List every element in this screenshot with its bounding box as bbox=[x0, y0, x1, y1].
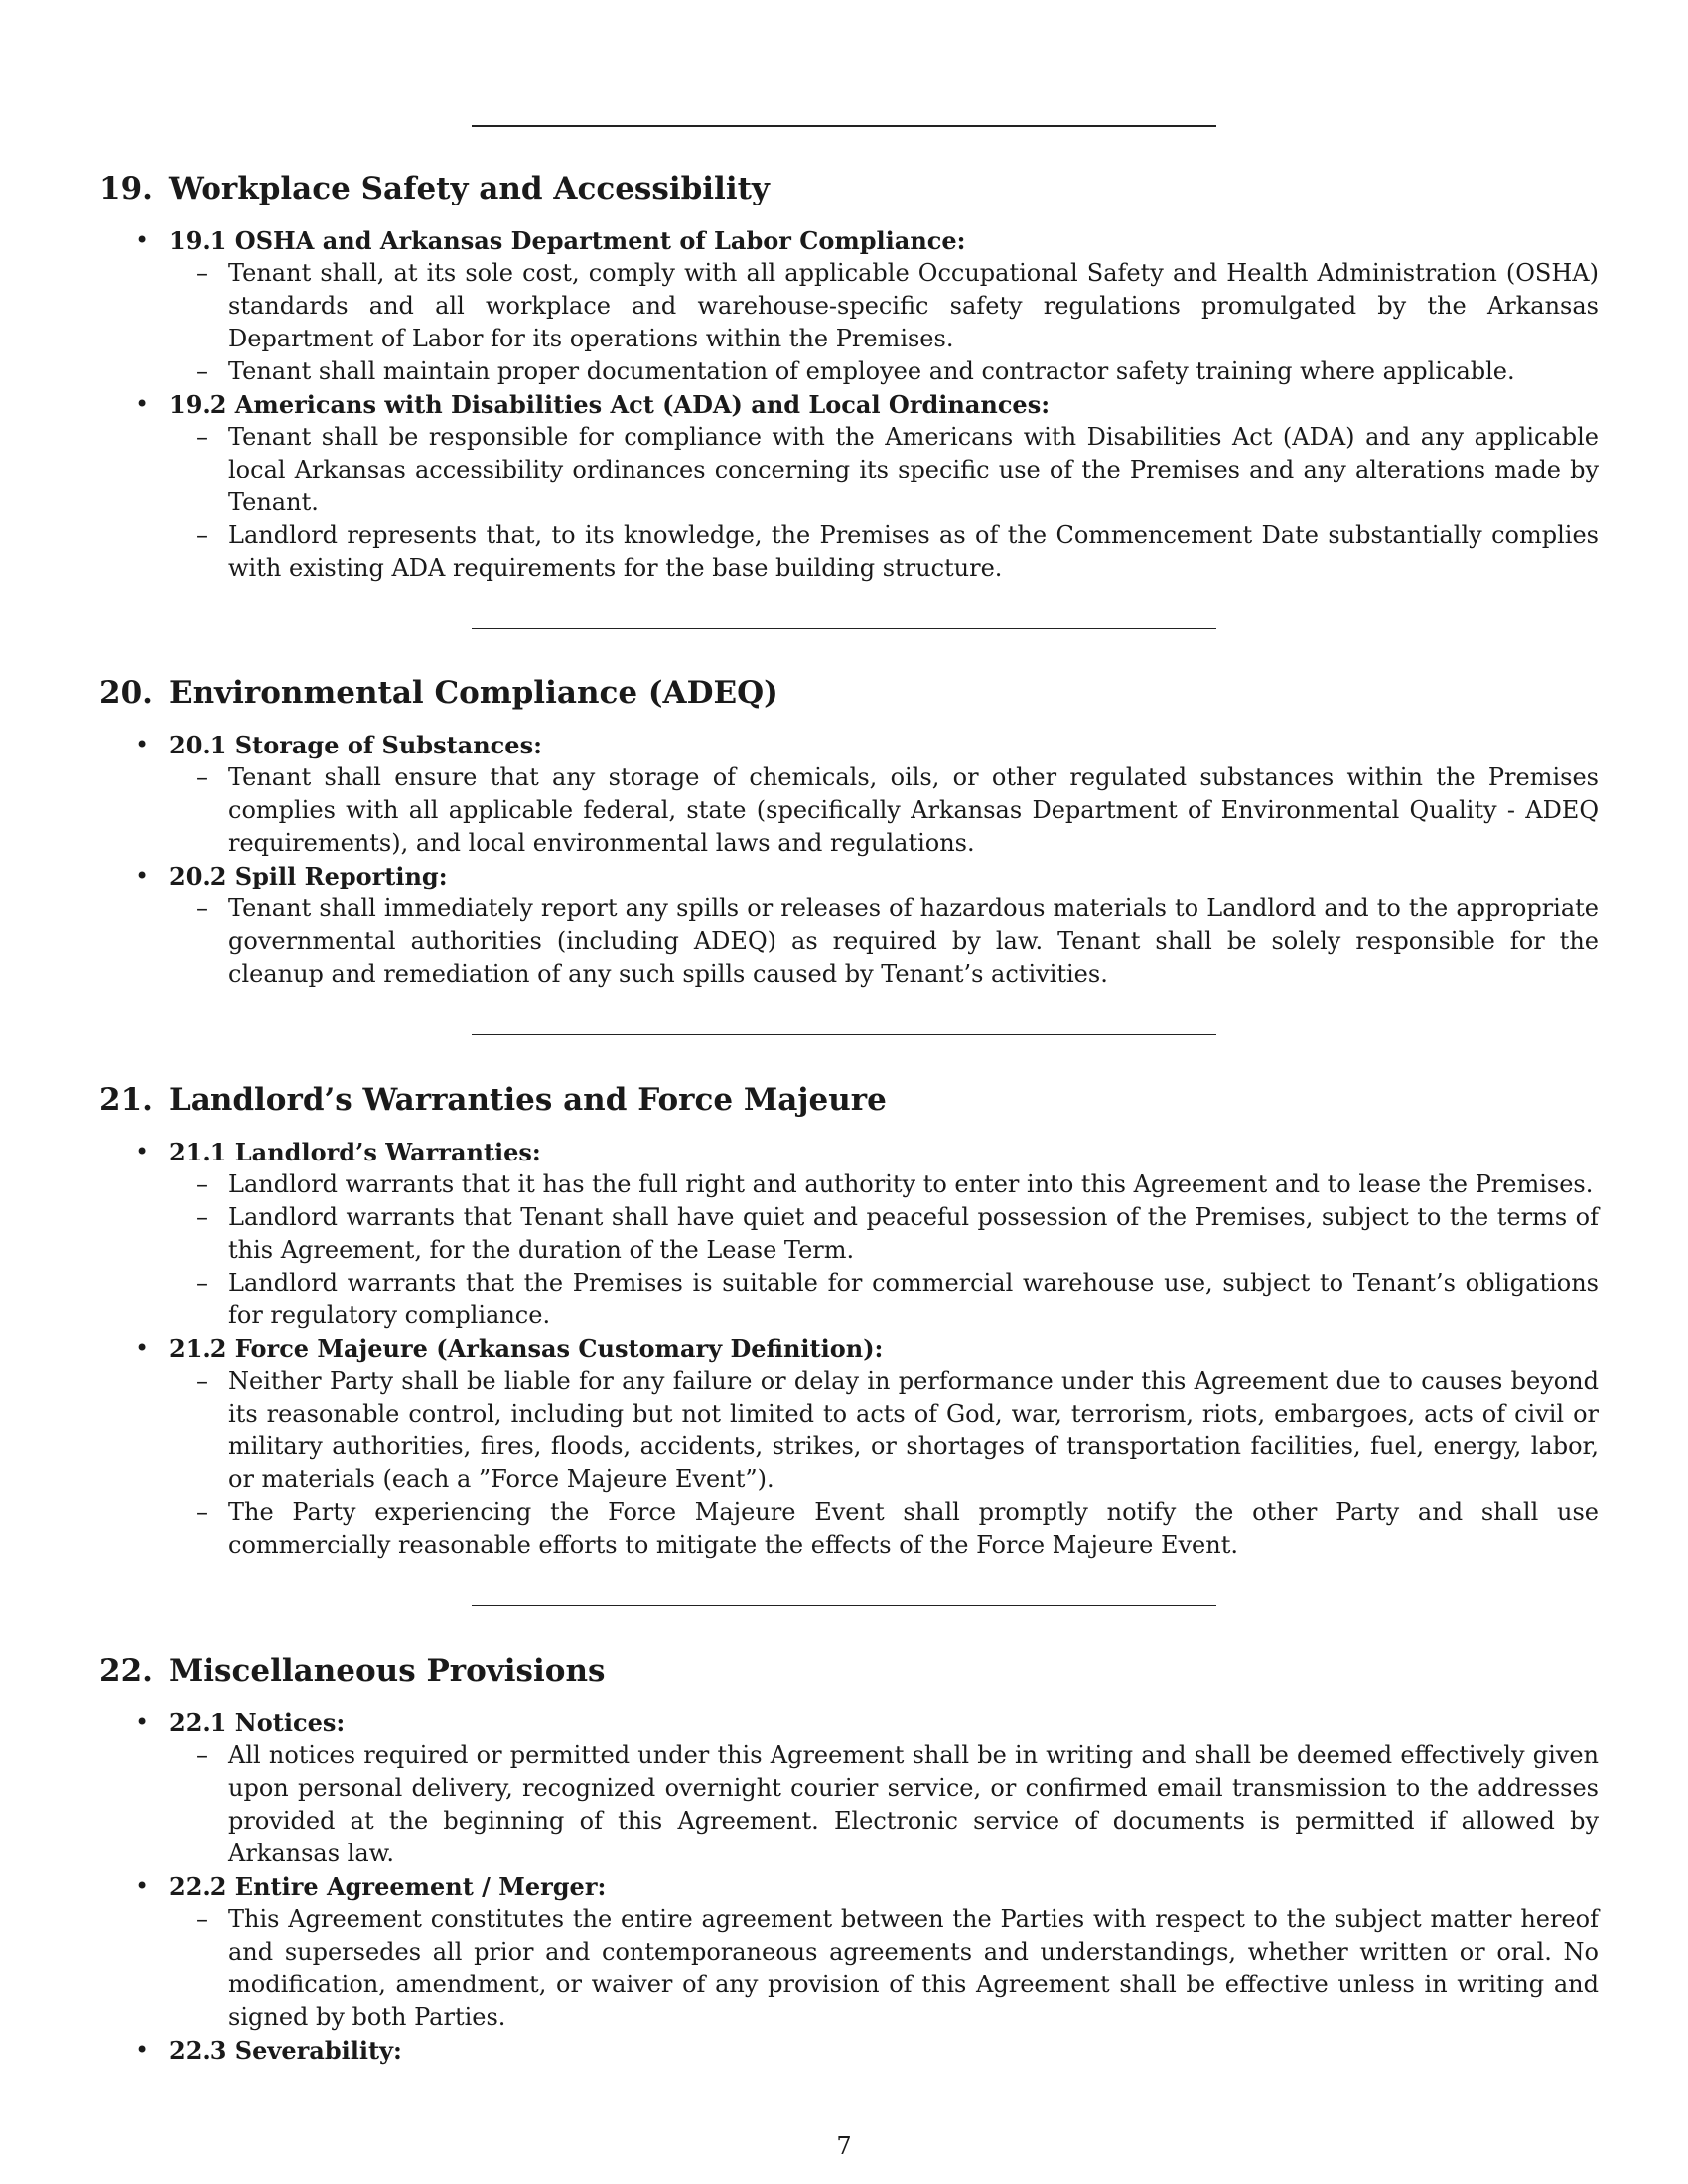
sub-item bbox=[169, 892, 1599, 991]
bullet-icon: • bbox=[135, 1334, 150, 1362]
sub-item bbox=[169, 1903, 1599, 2034]
sub-item bbox=[169, 421, 1599, 519]
bullet-icon: • bbox=[135, 1872, 150, 1900]
list-item bbox=[99, 2034, 1589, 2067]
sub-list bbox=[169, 892, 1599, 991]
item-title: 19.2 Americans with Disabilities Act (ADA) and Local Ordinances: bbox=[169, 390, 1051, 419]
bullet-icon: • bbox=[135, 1708, 150, 1736]
sub-item-text: Landlord warrants that Tenant shall have quiet and peaceful possession of the Premises, subject to the terms of this Agreement, for the duration of the Lease Term. bbox=[228, 1203, 1599, 1264]
item-title: 21.2 Force Majeure (Arkansas Customary Definition): bbox=[169, 1334, 884, 1363]
item-title: 19.1 OSHA and Arkansas Department of Labor Compliance: bbox=[169, 226, 966, 255]
bullet-icon: • bbox=[135, 1138, 150, 1165]
sub-item-text: Tenant shall be responsible for compliance with the Americans with Disabilities Act (ADA) and any applicable local Arkansas accessibility ordinances concerning its specific use of the Premises and any alterations made by Tenant. bbox=[228, 423, 1599, 516]
sub-item-text: Tenant shall maintain proper documentation of employee and contractor safety training where applicable. bbox=[228, 357, 1515, 385]
sub-list bbox=[169, 421, 1599, 585]
section-heading bbox=[99, 1653, 1589, 1689]
dash-icon: – bbox=[196, 1203, 208, 1231]
sub-list bbox=[169, 257, 1599, 388]
section-20 bbox=[99, 675, 1599, 991]
list-item bbox=[99, 224, 1599, 388]
item-title: 20.1 Storage of Substances: bbox=[169, 731, 542, 759]
sub-item bbox=[169, 1739, 1599, 1870]
sub-item bbox=[169, 1365, 1599, 1496]
section-heading bbox=[99, 171, 1589, 206]
horizontal-rule bbox=[472, 1605, 1216, 1606]
dash-icon: – bbox=[196, 423, 208, 451]
sub-item bbox=[169, 519, 1599, 585]
section-heading bbox=[99, 1082, 1589, 1118]
sub-list bbox=[169, 761, 1599, 860]
item-title: 22.3 Severability: bbox=[169, 2036, 402, 2065]
section-title: Miscellaneous Provisions bbox=[168, 1653, 606, 1689]
sub-item-text: Tenant shall ensure that any storage of chemicals, oils, or other regulated substances within the Premises complies with all applicable federal, state (specifically Arkansas Department of Environmental Quality - ADEQ requirements), and local environmental laws and regulations. bbox=[228, 763, 1599, 857]
dash-icon: – bbox=[196, 1367, 208, 1395]
section-number: 20. bbox=[99, 675, 153, 711]
item-title: 21.1 Landlord’s Warranties: bbox=[169, 1138, 541, 1166]
sub-list bbox=[169, 1365, 1599, 1562]
item-title: 22.1 Notices: bbox=[169, 1708, 346, 1737]
section-number: 22. bbox=[99, 1653, 153, 1689]
dash-icon: – bbox=[196, 1498, 208, 1526]
section-title: Landlord’s Warranties and Force Majeure bbox=[168, 1082, 887, 1118]
bullet-icon: • bbox=[135, 731, 150, 758]
dash-icon: – bbox=[196, 259, 208, 287]
sub-item-text: This Agreement constitutes the entire agreement between the Parties with respect to the subject matter hereof and supersedes all prior and contemporaneous agreements and understandings, whether written or oral. No modification, amendment, or waiver of any provision of this Agreement shall be effective unless in writing and signed by both Parties. bbox=[228, 1905, 1599, 2031]
sub-list bbox=[169, 1903, 1599, 2034]
sub-item bbox=[169, 1168, 1599, 1201]
section-items bbox=[99, 729, 1599, 991]
section-19 bbox=[99, 171, 1599, 585]
bullet-icon: • bbox=[135, 390, 150, 418]
list-item bbox=[99, 1870, 1599, 2034]
list-item bbox=[99, 729, 1599, 860]
sub-item-text: Tenant shall immediately report any spills or releases of hazardous materials to Landlord and to the appropriate governmental authorities (including ADEQ) as required by law. Tenant shall be solely responsible for the cleanup and remediation of any such spills caused by Tenant’s activities. bbox=[228, 894, 1599, 988]
list-item bbox=[99, 388, 1599, 585]
section-title: Workplace Safety and Accessibility bbox=[168, 171, 770, 206]
bullet-icon: • bbox=[135, 862, 150, 889]
sub-list bbox=[169, 1739, 1599, 1870]
sub-item bbox=[169, 1267, 1599, 1332]
section-items bbox=[99, 1706, 1599, 2067]
sub-item bbox=[169, 355, 1599, 388]
section-22 bbox=[99, 1653, 1599, 2067]
sub-item bbox=[169, 257, 1599, 355]
list-item bbox=[99, 1136, 1599, 1332]
bullet-icon: • bbox=[135, 226, 150, 254]
section-items bbox=[99, 224, 1599, 585]
dash-icon: – bbox=[196, 1905, 208, 1933]
page-number: 7 bbox=[836, 2132, 852, 2160]
section-21 bbox=[99, 1082, 1599, 1562]
dash-icon: – bbox=[196, 521, 208, 549]
sub-item-text: Landlord warrants that it has the full right and authority to enter into this Agreement and to lease the Premises. bbox=[228, 1170, 1594, 1198]
sub-item-text: Tenant shall, at its sole cost, comply with all applicable Occupational Safety and Health Administration (OSHA) standards and all workplace and warehouse-specific safety regulations promulgated by the Arkansas Department of Labor for its operations within the Premises. bbox=[228, 259, 1599, 352]
sub-item bbox=[169, 1496, 1599, 1562]
sub-list bbox=[169, 1168, 1599, 1332]
list-item bbox=[99, 1332, 1599, 1562]
sub-item bbox=[169, 761, 1599, 860]
sub-item-text: Neither Party shall be liable for any failure or delay in performance under this Agreement due to causes beyond its reasonable control, including but not limited to acts of God, war, terrorism, riots, embargoes, acts of civil or military authorities, fires, floods, accidents, strikes, or shortages of transportation facilities, fuel, energy, labor, or materials (each a ”Force Majeure Event”). bbox=[228, 1367, 1599, 1493]
sub-item-text: The Party experiencing the Force Majeure Event shall promptly notify the other Party and shall use commercially reasonable efforts to mitigate the effects of the Force Majeure Event. bbox=[228, 1498, 1599, 1559]
sub-item bbox=[169, 1201, 1599, 1267]
section-heading bbox=[99, 675, 1589, 711]
section-title: Environmental Compliance (ADEQ) bbox=[168, 675, 778, 711]
list-item bbox=[99, 860, 1599, 991]
sub-item-text: Landlord represents that, to its knowledge, the Premises as of the Commencement Date substantially complies with existing ADA requirements for the base building structure. bbox=[228, 521, 1599, 582]
sub-item-text: All notices required or permitted under this Agreement shall be in writing and shall be deemed effectively given upon personal delivery, recognized overnight courier service, or confirmed email transmission to the addresses provided at the beginning of this Agreement. Electronic service of documents is permitted if allowed by Arkansas law. bbox=[228, 1741, 1599, 1867]
list-item bbox=[99, 1706, 1599, 1870]
dash-icon: – bbox=[196, 357, 208, 385]
horizontal-rule bbox=[472, 628, 1216, 629]
section-number: 19. bbox=[99, 171, 153, 206]
dash-icon: – bbox=[196, 763, 208, 791]
horizontal-rule bbox=[472, 125, 1216, 127]
section-number: 21. bbox=[99, 1082, 153, 1118]
item-title: 22.2 Entire Agreement / Merger: bbox=[169, 1872, 607, 1901]
sub-item-text: Landlord warrants that the Premises is suitable for commercial warehouse use, subject to Tenant’s obligations for regulatory compliance. bbox=[228, 1269, 1599, 1329]
dash-icon: – bbox=[196, 1269, 208, 1297]
horizontal-rule bbox=[472, 1034, 1216, 1035]
dash-icon: – bbox=[196, 894, 208, 922]
dash-icon: – bbox=[196, 1170, 208, 1198]
section-items bbox=[99, 1136, 1599, 1562]
item-title: 20.2 Spill Reporting: bbox=[169, 862, 448, 890]
dash-icon: – bbox=[196, 1741, 208, 1769]
bullet-icon: • bbox=[135, 2036, 150, 2064]
